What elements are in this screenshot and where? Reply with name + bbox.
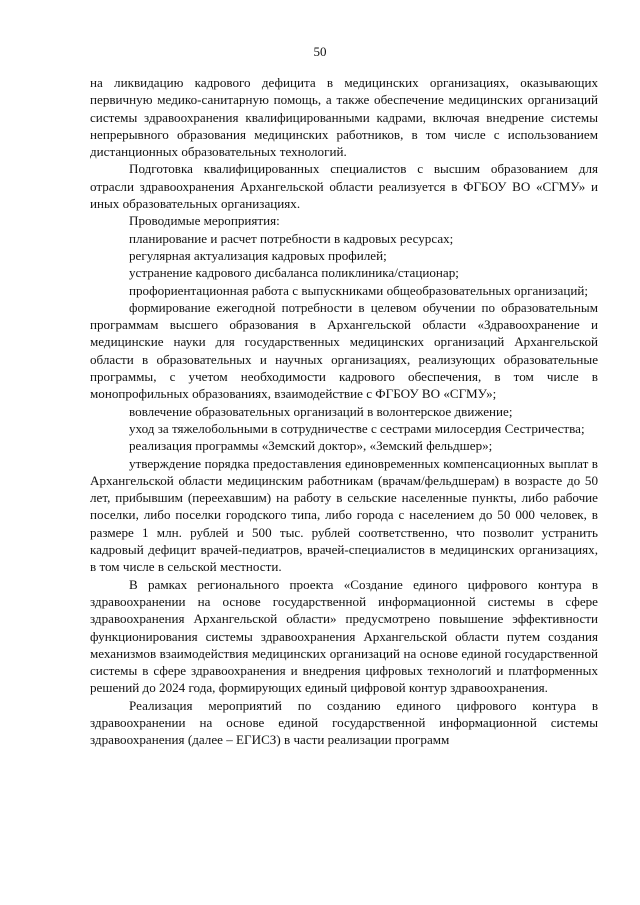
list-item: планирование и расчет потребности в кадровых ресурсах;	[129, 230, 454, 246]
list-item: вовлечение образовательных организаций в волонтерское движение;	[129, 403, 513, 419]
list-item: утверждение порядка предоставления единовременных компенсационных выплат в Архангельской области медицинским работникам (врачам/фельдшерам) в возрасте до 50 лет, прибывшим (переехавшим) на работу в сельские населенные пункты, либо рабочие поселки, либо поселки городского типа, либо города с населением до 50 000 человек, в размере 1 млн. рублей и 500 тыс. рублей соответственно, что позволит устранить кадровый дефицит врачей-педиатров, врачей-специалистов в медицинских организациях, в том числе в сельской местности.	[90, 455, 598, 575]
list-item: реализация программы «Земский доктор», «Земский фельдшер»;	[129, 438, 493, 454]
page-number: 50	[313, 44, 327, 59]
body-text	[90, 74, 598, 749]
list-item: профориентационная работа с выпускниками общеобразовательных организаций;	[129, 282, 588, 298]
list-item: формирование ежегодной потребности в целевом обучении по образовательным программам высшего образования в Архангельской области «Здравоохранение и медицинские науки для государственных медицинских организаций Архангельской области в образовательных и научных организациях, реализующих образовательные программы, с учетом необходимости кадрового обеспечения, в том числе в монопрофильных образованиях, взаимодействие с ФГБОУ ВО «СГМУ»;	[90, 299, 598, 402]
paragraph-training: Подготовка квалифицированных специалистов с высшим образованием для отрасли здравоохранения Архангельской области реализуется в ФГБОУ ВО «СГМУ» и иных образовательных организациях.	[90, 161, 598, 212]
paragraph-egisz: Реализация мероприятий по созданию единого цифрового контура в здравоохранении на основе единой государственной информационной системы здравоохранения (далее – ЕГИСЗ) в части реализации программ	[90, 697, 598, 748]
paragraph-measures-heading: Проводимые мероприятия:	[129, 213, 280, 229]
list-item: уход за тяжелобольными в сотрудничестве с сестрами милосердия Сестричества;	[129, 420, 585, 436]
list-item: регулярная актуализация кадровых профилей;	[129, 247, 387, 263]
paragraph-digital-contour: В рамках регионального проекта «Создание единого цифрового контура в здравоохранении на основе государственной информационной системы в сфере здравоохранения Архангельской области» предусмотрено повышение эффективности функционирования системы здравоохранения Архангельской области путем создания механизмов взаимодействия медицинских организаций на основе единой государственной системы в сфере здравоохранения и внедрения цифровых технологий и платформенных решений до 2024 года, формирующих единый цифровой контур здравоохранения.	[90, 576, 598, 696]
paragraph-continuation: на ликвидацию кадрового дефицита в медицинских организациях, оказывающих первичную медико-санитарную помощь, а также обеспечение медицинских организаций системы здравоохранения квалифицированными кадрами, включая внедрение системы непрерывного образования медицинских работников, в том числе с использованием дистанционных образовательных технологий.	[90, 75, 598, 160]
list-item: устранение кадрового дисбаланса поликлиника/стационар;	[129, 265, 459, 281]
